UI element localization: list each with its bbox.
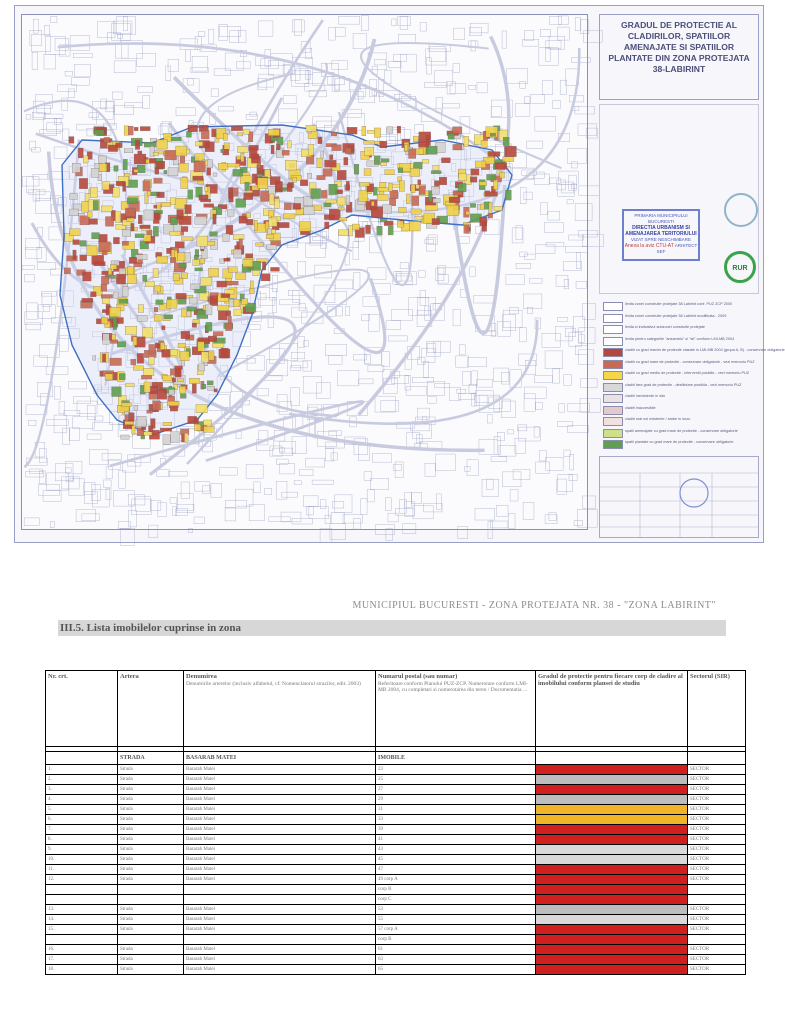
table-row — [46, 915, 746, 925]
cell-grad-protectie — [536, 935, 688, 945]
cell-numar: 27 — [376, 785, 536, 795]
group-cell — [46, 752, 118, 765]
cell-artera: Strada — [118, 815, 184, 825]
cell-sector: SECTOR — [688, 875, 746, 885]
cell-nr: 11. — [46, 865, 118, 875]
cell-sector: SECTOR — [688, 775, 746, 785]
cell-sector — [688, 935, 746, 945]
cell-numar: 29 — [376, 795, 536, 805]
cell-nr — [46, 935, 118, 945]
cell-artera: Strada — [118, 765, 184, 775]
protection-swatch — [536, 955, 687, 964]
map-sheet — [14, 5, 785, 543]
protection-swatch — [536, 815, 687, 824]
cell-numar: 39 — [376, 825, 536, 835]
cell-denumire: Basarab Matei — [184, 815, 376, 825]
cell-artera: Strada — [118, 875, 184, 885]
zone-map — [21, 14, 588, 530]
document-header — [58, 600, 728, 634]
cell-numar: 53 — [376, 905, 536, 915]
cell-denumire: Basarab Matei — [184, 855, 376, 865]
cell-nr: 18. — [46, 965, 118, 975]
cell-grad-protectie — [536, 965, 688, 975]
column-title: Denumirea — [186, 673, 217, 680]
legend-swatch — [603, 302, 623, 311]
cell-nr: 13. — [46, 905, 118, 915]
column-note: Denumirile arterelor (inclusiv alfabetul, cf. Nomenclatorul strazilor, edit. 2003) — [186, 680, 361, 687]
legend-swatch — [603, 348, 623, 357]
group-cell: STRADA — [118, 752, 184, 765]
column-note: Referitoare conform Planului PUZ-ZCP. Numerotare conform LMI-MB 2004, cu completari si numerotarea din teren / Documentatia ... — [378, 680, 528, 693]
cell-numar: 33 — [376, 815, 536, 825]
cell-grad-protectie — [536, 825, 688, 835]
cell-nr: 1. — [46, 765, 118, 775]
cell-nr: 7. — [46, 825, 118, 835]
cell-sector: SECTOR — [688, 785, 746, 795]
table-row — [46, 785, 746, 795]
table-row — [46, 835, 746, 845]
group-cell: IMOBILE — [376, 752, 536, 765]
cell-grad-protectie — [536, 915, 688, 925]
cell-numar: 61 — [376, 945, 536, 955]
cell-denumire: Basarab Matei — [184, 965, 376, 975]
legend-item — [599, 439, 757, 449]
cell-nr: 17. — [46, 955, 118, 965]
cell-grad-protectie — [536, 865, 688, 875]
blue-seal-icon — [724, 193, 758, 227]
cell-artera: Strada — [118, 845, 184, 855]
cell-numar: 43 — [376, 845, 536, 855]
cell-denumire — [184, 935, 376, 945]
cell-grad-protectie — [536, 795, 688, 805]
column-header — [118, 671, 184, 747]
running-header: MUNICIPIUL BUCURESTI - ZONA PROTEJATA NR. 38 - "ZONA LABIRINT" — [352, 600, 716, 611]
cell-artera: Strada — [118, 925, 184, 935]
protection-swatch — [536, 965, 687, 974]
cell-numar: 41 — [376, 835, 536, 845]
map-title-line: 38-LABIRINT — [652, 64, 706, 74]
cell-grad-protectie — [536, 775, 688, 785]
map-title-line: CLADIRILOR, SPATIILOR — [627, 31, 731, 41]
cell-denumire: Basarab Matei — [184, 785, 376, 795]
protection-swatch — [536, 925, 687, 934]
legend-label: cladiri cu grad mare de protectie - conservare obligatorie - vezi memoriu PUZ — [625, 359, 755, 364]
cell-numar: corp C — [376, 895, 536, 905]
cell-grad-protectie — [536, 895, 688, 905]
cell-grad-protectie — [536, 835, 688, 845]
cell-sector: SECTOR — [688, 855, 746, 865]
cell-nr: 15. — [46, 925, 118, 935]
cell-denumire: Basarab Matei — [184, 775, 376, 785]
column-title: Numarul postal (sau numar) — [378, 673, 458, 680]
cell-denumire: Basarab Matei — [184, 875, 376, 885]
cell-artera: Strada — [118, 945, 184, 955]
cell-nr: 16. — [46, 945, 118, 955]
column-title: Sectorul (SIR) — [690, 673, 730, 680]
legend-item — [599, 370, 757, 380]
cell-artera: Strada — [118, 905, 184, 915]
table-row — [46, 795, 746, 805]
table-row — [46, 905, 746, 915]
cell-sector: SECTOR — [688, 805, 746, 815]
protection-swatch — [536, 785, 687, 794]
cell-grad-protectie — [536, 855, 688, 865]
table-row — [46, 955, 746, 965]
cell-denumire: Basarab Matei — [184, 825, 376, 835]
approval-stamps — [599, 104, 759, 294]
street-group-row — [46, 752, 746, 765]
table-row — [46, 845, 746, 855]
table-row — [46, 895, 746, 905]
protection-swatch — [536, 845, 687, 854]
legend-label: cladiri inexistente in situ — [625, 394, 666, 398]
cell-denumire: Basarab Matei — [184, 765, 376, 775]
cell-sector: SECTOR — [688, 795, 746, 805]
cell-artera: Strada — [118, 775, 184, 785]
cell-grad-protectie — [536, 815, 688, 825]
protection-swatch — [536, 825, 687, 834]
cell-grad-protectie — [536, 765, 688, 775]
legend-item — [599, 416, 757, 426]
protection-swatch — [536, 765, 687, 774]
group-cell — [536, 752, 688, 765]
table-row — [46, 885, 746, 895]
cell-sector: SECTOR — [688, 765, 746, 775]
map-title-line: GRADUL DE PROTECTIE AL — [620, 20, 738, 30]
legend-swatch — [603, 383, 623, 392]
legend-label: limita zonei construite protejate 38 Labirint conf. PUZ ZCP 2000 — [625, 302, 733, 306]
legend-label: spatii plantate cu grad mare de protectie - conservare obligatorie — [625, 440, 734, 444]
table-header-row — [46, 671, 746, 747]
legend-item — [599, 359, 757, 369]
column-header — [376, 671, 536, 747]
group-cell: BASARAB MATEI — [184, 752, 376, 765]
legend-label: cladiri cu grad mediu de protectie - interventii posibile - vezi memoriu PUZ — [625, 371, 750, 375]
cell-denumire: Basarab Matei — [184, 865, 376, 875]
protection-swatch — [536, 915, 687, 924]
cell-numar: corp B — [376, 885, 536, 895]
protection-swatch — [536, 805, 687, 814]
legend-label: cladiri inaccesibile — [625, 405, 656, 410]
cell-grad-protectie — [536, 905, 688, 915]
table-row — [46, 775, 746, 785]
cell-grad-protectie — [536, 955, 688, 965]
cell-numar: 49 corp A — [376, 875, 536, 885]
cell-nr — [46, 895, 118, 905]
cell-nr: 2. — [46, 775, 118, 785]
table-row — [46, 805, 746, 815]
column-header — [536, 671, 688, 747]
table-row — [46, 825, 746, 835]
legend-item — [599, 324, 757, 334]
column-title: Gradul de protectie pentru fiecare corp de cladire al imobilului conform plansei de studiu — [538, 673, 683, 687]
cell-numar: 47 — [376, 865, 536, 875]
cell-numar: 45 — [376, 855, 536, 865]
cell-artera: Strada — [118, 955, 184, 965]
cell-denumire: Basarab Matei — [184, 945, 376, 955]
cell-sector: SECTOR — [688, 815, 746, 825]
column-header — [184, 671, 376, 747]
protection-swatch — [536, 865, 687, 874]
cell-sector: SECTOR — [688, 905, 746, 915]
cell-grad-protectie — [536, 845, 688, 855]
cell-grad-protectie — [536, 785, 688, 795]
cell-nr — [46, 885, 118, 895]
legend-item — [599, 382, 757, 392]
table-row — [46, 925, 746, 935]
cell-nr: 8. — [46, 835, 118, 845]
column-title: Nr. crt. — [48, 673, 68, 680]
green-seal-icon: RUR — [724, 251, 756, 283]
protection-swatch — [536, 855, 687, 864]
legend-swatch — [603, 360, 623, 369]
cell-grad-protectie — [536, 945, 688, 955]
approval-stamp: PRIMARIA MUNICIPIULUI BUCURESTI DIRECTIA URBANISM SI AMENAJAREA TERITORIULUI VIZAT SPRE NESCHIMBARE Anexa la aviz CTU-AT ARHITECT SEF — [622, 209, 700, 261]
legend-swatch — [603, 337, 623, 346]
legend-item — [599, 301, 757, 311]
cell-denumire — [184, 885, 376, 895]
cell-sector: SECTOR — [688, 965, 746, 975]
cell-denumire: Basarab Matei — [184, 925, 376, 935]
legend-item — [599, 336, 757, 346]
cell-sector: SECTOR — [688, 955, 746, 965]
cell-sector: SECTOR — [688, 925, 746, 935]
legend-label: limita pentru categoriile "ansamblu" si "sit" conform LMI-MB 2004 — [625, 336, 735, 341]
legend-label: limita si indicativul subzonei construite protejate — [625, 325, 705, 329]
cell-sector: SECTOR — [688, 865, 746, 875]
cell-sector: SECTOR — [688, 845, 746, 855]
legend-label: cladiri cu grad maxim de protectie clasate in LMI-MB 2004 (grupa A, B) - conservare obligatorie — [625, 348, 785, 352]
cell-grad-protectie — [536, 875, 688, 885]
cell-artera — [118, 935, 184, 945]
cell-artera: Strada — [118, 865, 184, 875]
legend-item — [599, 313, 757, 323]
cell-denumire — [184, 895, 376, 905]
column-header — [46, 671, 118, 747]
cell-sector — [688, 895, 746, 905]
cell-grad-protectie — [536, 885, 688, 895]
protection-swatch — [536, 905, 687, 914]
cell-denumire: Basarab Matei — [184, 955, 376, 965]
cell-artera: Strada — [118, 795, 184, 805]
table-row — [46, 965, 746, 975]
table-row — [46, 865, 746, 875]
cell-numar: corp B — [376, 935, 536, 945]
table-row — [46, 765, 746, 775]
cell-artera: Strada — [118, 805, 184, 815]
map-cartouche — [599, 456, 759, 538]
cell-denumire: Basarab Matei — [184, 905, 376, 915]
section-title: III.5. Lista imobilelor cuprinse in zona — [58, 620, 726, 636]
cell-denumire: Basarab Matei — [184, 845, 376, 855]
legend-label: spatii amenajate cu grad mare de protectie - conservare obligatorie — [625, 428, 738, 433]
cell-numar: 63 — [376, 955, 536, 965]
cell-denumire: Basarab Matei — [184, 795, 376, 805]
cell-numar: 57 corp A — [376, 925, 536, 935]
cell-numar: 23 — [376, 765, 536, 775]
cell-nr: 6. — [46, 815, 118, 825]
table-row — [46, 855, 746, 865]
map-title-block — [599, 14, 759, 100]
legend-swatch — [603, 429, 623, 438]
map-title-line: AMENAJATE SI SPATIILOR — [623, 42, 735, 52]
property-table — [45, 670, 746, 975]
protection-swatch — [536, 875, 687, 884]
legend-swatch — [603, 394, 623, 403]
legend-swatch — [603, 314, 623, 323]
legend-label: limita zonei construite protejate 38 Labirint modificata - 2009 — [625, 313, 727, 318]
cell-nr: 9. — [46, 845, 118, 855]
legend-item — [599, 347, 785, 357]
legend-item — [599, 428, 757, 438]
map-title-line: PLANTATE DIN ZONA PROTEJATA — [608, 53, 750, 63]
protection-swatch — [536, 835, 687, 844]
map-drawing — [22, 15, 587, 529]
cell-artera: Strada — [118, 855, 184, 865]
legend-swatch — [603, 406, 623, 415]
cell-artera: Strada — [118, 825, 184, 835]
table-row — [46, 815, 746, 825]
column-title: Artera — [120, 673, 139, 680]
cell-nr: 5. — [46, 805, 118, 815]
protection-swatch — [536, 885, 687, 894]
legend-item — [599, 393, 757, 403]
cell-sector: SECTOR — [688, 945, 746, 955]
cell-artera: Strada — [118, 785, 184, 795]
legend-label: cladiri mai noi existente / ambe in lucru — [625, 417, 691, 421]
cell-numar: 31 — [376, 805, 536, 815]
cell-numar: 55 — [376, 915, 536, 925]
column-header — [688, 671, 746, 747]
cell-sector: SECTOR — [688, 825, 746, 835]
map-legend — [599, 293, 785, 453]
protection-swatch — [536, 795, 687, 804]
cell-sector — [688, 885, 746, 895]
table-row — [46, 945, 746, 955]
protection-swatch — [536, 935, 687, 944]
protection-swatch — [536, 945, 687, 954]
legend-swatch — [603, 371, 623, 380]
cell-artera: Strada — [118, 965, 184, 975]
protection-swatch — [536, 895, 687, 904]
cell-sector: SECTOR — [688, 835, 746, 845]
table-row — [46, 935, 746, 945]
cell-nr: 3. — [46, 785, 118, 795]
group-cell — [688, 752, 746, 765]
legend-item — [599, 405, 757, 415]
cell-grad-protectie — [536, 925, 688, 935]
cell-nr: 14. — [46, 915, 118, 925]
legend-swatch — [603, 417, 623, 426]
legend-swatch — [603, 440, 623, 449]
cell-numar: 25 — [376, 775, 536, 785]
cell-artera: Strada — [118, 835, 184, 845]
cell-artera — [118, 895, 184, 905]
table-row — [46, 875, 746, 885]
cell-nr: 10. — [46, 855, 118, 865]
cell-artera: Strada — [118, 915, 184, 925]
cell-numar: 65 — [376, 965, 536, 975]
cell-artera — [118, 885, 184, 895]
cell-denumire: Basarab Matei — [184, 805, 376, 815]
cell-denumire: Basarab Matei — [184, 835, 376, 845]
cell-nr: 4. — [46, 795, 118, 805]
cell-sector: SECTOR — [688, 915, 746, 925]
cell-nr: 12. — [46, 875, 118, 885]
cell-denumire: Basarab Matei — [184, 915, 376, 925]
legend-swatch — [603, 325, 623, 334]
cell-grad-protectie — [536, 805, 688, 815]
legend-label: cladiri fara grad de protectie - desfiintare posibila - vezi memoriu PUZ — [625, 382, 742, 387]
protection-swatch — [536, 775, 687, 784]
